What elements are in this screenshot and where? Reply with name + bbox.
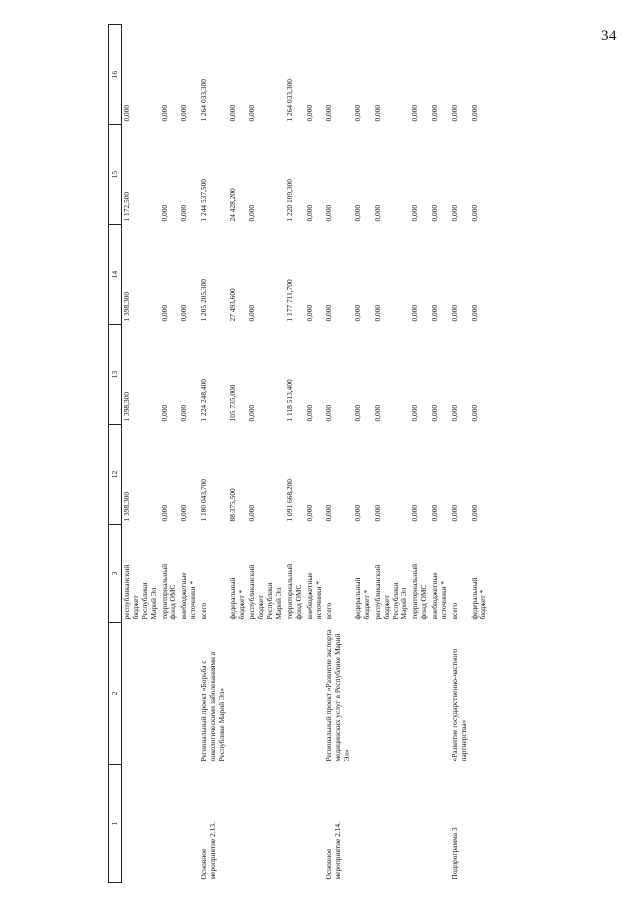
row-program-code (122, 765, 160, 883)
table-row (410, 25, 430, 883)
row-program-code (430, 765, 450, 883)
table-row (179, 25, 199, 883)
row-amount-col-12: 0,000 (179, 504, 189, 522)
row-amount-col-16: 0,000 (449, 104, 459, 122)
budget-table-sheet (108, 25, 638, 883)
table-row (470, 25, 490, 883)
row-program-name: «Развитие государственно-частного партнерства» (449, 648, 468, 762)
row-amount-col-16: 0,000 (122, 104, 131, 122)
row-program-code (247, 765, 285, 883)
row-funding-source: республиканский бюджет Республики Марий Эл (247, 564, 283, 620)
row-program-code: Подпрограмма 3 (449, 827, 459, 880)
row-program-code (410, 765, 430, 883)
row-amount-col-15: 0,000 (469, 204, 479, 222)
row-amount-col-16: 1 264 033,300 (284, 79, 294, 122)
row-amount-col-15: 0,000 (304, 204, 314, 222)
row-amount-col-14: 0,000 (159, 304, 169, 322)
row-amount-col-12: 0,000 (304, 504, 314, 522)
row-amount-col-13: 1 224 248,400 (199, 379, 208, 422)
row-program-code (353, 765, 373, 883)
row-amount-col-16: 0,000 (179, 104, 189, 122)
row-amount-col-13: 0,000 (449, 404, 459, 422)
table-row (122, 25, 160, 883)
row-program-name (305, 623, 325, 765)
table-row (324, 25, 353, 883)
row-amount-col-13: 0,000 (159, 404, 169, 422)
table-row (199, 25, 228, 883)
row-program-name (353, 623, 373, 765)
row-funding-source: внебюджетные источники * (430, 572, 448, 620)
row-amount-col-13: 0,000 (410, 404, 420, 422)
row-amount-col-12: 0,000 (449, 504, 459, 522)
row-funding-source: республиканский бюджет Республики Марий Эл (372, 564, 409, 620)
table-row (373, 25, 411, 883)
table-body (122, 25, 490, 883)
row-funding-source: республиканский бюджет Республики Марий Эл (122, 564, 158, 620)
row-program-name (247, 623, 285, 765)
row-amount-col-12: 0,000 (430, 504, 439, 522)
table-row (450, 25, 470, 883)
row-funding-source: внебюджетные источники * (179, 572, 198, 620)
row-amount-col-12: 0,000 (469, 504, 479, 522)
table-row (430, 25, 450, 883)
row-amount-col-16: 0,000 (353, 104, 362, 122)
row-amount-col-14: 0,000 (372, 304, 382, 322)
row-program-code: Основное мероприятие 2.14. (324, 822, 343, 880)
row-funding-source: федеральный бюджет * (227, 577, 246, 620)
header-col-16: 16 (109, 25, 122, 125)
header-row (109, 25, 122, 883)
row-amount-col-16: 0,000 (469, 104, 479, 122)
row-amount-col-14: 27 493,600 (227, 288, 237, 322)
row-amount-col-15: 0,000 (430, 204, 439, 222)
budget-table (108, 24, 489, 883)
row-funding-source: федеральный бюджет * (353, 577, 371, 620)
table-row (305, 25, 325, 883)
row-amount-col-14: 1 398,300 (122, 291, 131, 322)
header-col-15: 15 (109, 125, 122, 225)
row-amount-col-14: 0,000 (324, 304, 334, 322)
row-program-code (470, 765, 490, 883)
row-program-name (160, 623, 180, 765)
row-amount-col-13: 0,000 (247, 404, 257, 422)
row-amount-col-16: 0,000 (430, 104, 439, 122)
row-amount-col-13: 105 735,000 (227, 384, 237, 422)
row-amount-col-12: 0,000 (324, 504, 334, 522)
row-amount-col-14: 0,000 (430, 304, 439, 322)
row-amount-col-13: 0,000 (324, 404, 334, 422)
row-program-name (410, 623, 430, 765)
row-amount-col-13: 0,000 (372, 404, 382, 422)
row-amount-col-14: 0,000 (304, 304, 314, 322)
row-amount-col-13: 0,000 (353, 404, 362, 422)
row-amount-col-14: 0,000 (179, 304, 189, 322)
row-amount-col-12: 1 398,300 (122, 491, 131, 522)
row-amount-col-15: 0,000 (179, 204, 189, 222)
header-col-1: 1 (109, 765, 122, 883)
row-program-code (285, 765, 305, 883)
row-amount-col-14: 0,000 (247, 304, 257, 322)
row-funding-source: федеральный бюджет * (469, 577, 488, 620)
row-program-code (305, 765, 325, 883)
table-row (228, 25, 248, 883)
row-program-name (430, 623, 450, 765)
row-amount-col-15: 1 220 109,300 (284, 179, 294, 222)
header-col-14: 14 (109, 225, 122, 325)
row-amount-col-16: 0,000 (227, 104, 237, 122)
table-row (160, 25, 180, 883)
row-amount-col-15: 0,000 (410, 204, 420, 222)
row-amount-col-13: 0,000 (430, 404, 439, 422)
row-amount-col-15: 0,000 (449, 204, 459, 222)
row-program-code (373, 765, 411, 883)
row-amount-col-14: 1 205 205,300 (199, 279, 208, 322)
row-program-name (373, 623, 411, 765)
row-amount-col-12: 1 091 668,200 (284, 479, 294, 522)
row-program-code (179, 765, 199, 883)
header-col-13: 13 (109, 325, 122, 425)
row-funding-source: всего (324, 602, 334, 620)
row-amount-col-14: 0,000 (449, 304, 459, 322)
row-amount-col-12: 1 180 043,700 (199, 479, 208, 522)
row-amount-col-16: 1 264 033,300 (199, 79, 208, 122)
row-funding-source: всего (449, 602, 459, 620)
row-amount-col-14: 1 177 711,700 (284, 279, 294, 322)
row-amount-col-15: 1 172,500 (122, 191, 131, 222)
row-amount-col-13: 0,000 (304, 404, 314, 422)
page-number: 34 (601, 28, 617, 44)
row-amount-col-16: 0,000 (324, 104, 334, 122)
row-program-name: Региональный проект «Борьба с онкологическими заболеваниями в Республике Марий Эл» (199, 651, 226, 762)
row-program-name (179, 623, 199, 765)
row-program-code (228, 765, 248, 883)
row-amount-col-16: 0,000 (159, 104, 169, 122)
row-amount-col-12: 0,000 (372, 504, 382, 522)
row-amount-col-13: 1 118 513,400 (284, 379, 294, 422)
row-program-code (160, 765, 180, 883)
row-amount-col-15: 24 428,200 (227, 188, 237, 222)
row-amount-col-14: 0,000 (410, 304, 420, 322)
row-funding-source: внебюджетные источники * (304, 572, 323, 620)
row-program-name (228, 623, 248, 765)
table-row (353, 25, 373, 883)
row-funding-source: территориальный фонд ОМС (159, 563, 178, 620)
row-program-code: Основное мероприятие 2.13. (199, 822, 217, 880)
row-amount-col-13: 0,000 (179, 404, 189, 422)
row-program-name: Региональный проект «Развитие экспорта медицинских услуг в Республике Марий Эл» (324, 629, 352, 762)
row-amount-col-16: 0,000 (304, 104, 314, 122)
row-amount-col-12: 0,000 (410, 504, 420, 522)
row-program-name (285, 623, 305, 765)
header-col-3: 3 (109, 525, 122, 623)
row-program-name (122, 623, 160, 765)
row-funding-source: территориальный фонд ОМС (410, 563, 429, 620)
row-amount-col-15: 0,000 (372, 204, 382, 222)
table-row (285, 25, 305, 883)
row-amount-col-16: 0,000 (410, 104, 420, 122)
row-amount-col-12: 0,000 (159, 504, 169, 522)
row-funding-source: территориальный фонд ОМС (284, 563, 303, 620)
header-col-2: 2 (109, 623, 122, 765)
row-amount-col-13: 1 398,300 (122, 391, 131, 422)
table-row (247, 25, 285, 883)
row-amount-col-16: 0,000 (372, 104, 382, 122)
row-amount-col-15: 0,000 (159, 204, 169, 222)
row-amount-col-14: 0,000 (353, 304, 362, 322)
row-amount-col-13: 0,000 (469, 404, 479, 422)
row-program-name (470, 623, 490, 765)
row-amount-col-12: 0,000 (353, 504, 362, 522)
row-amount-col-15: 0,000 (247, 204, 257, 222)
row-amount-col-15: 1 244 537,500 (199, 179, 208, 222)
row-amount-col-14: 0,000 (469, 304, 479, 322)
row-amount-col-15: 0,000 (353, 204, 362, 222)
row-amount-col-16: 0,000 (247, 104, 257, 122)
row-funding-source: всего (199, 602, 208, 620)
row-amount-col-15: 0,000 (324, 204, 334, 222)
row-amount-col-12: 88 375,500 (227, 488, 237, 522)
header-col-12: 12 (109, 425, 122, 525)
row-amount-col-12: 0,000 (247, 504, 257, 522)
